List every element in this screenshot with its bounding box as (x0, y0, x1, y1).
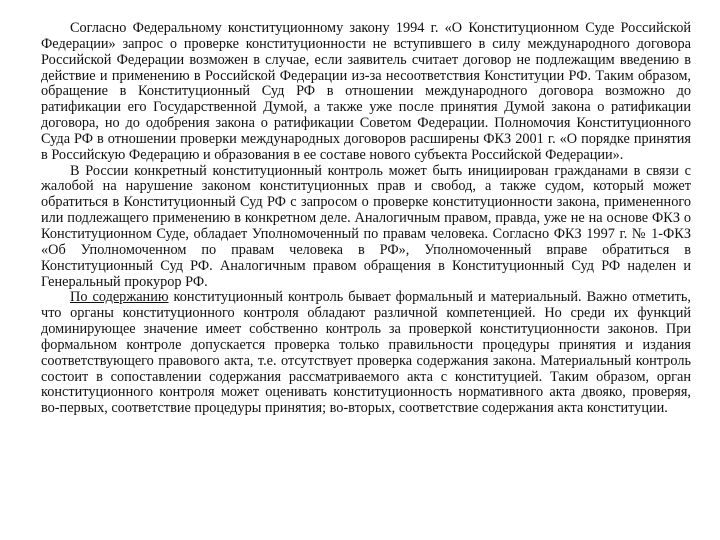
paragraph-concrete-control: В России конкретный конституционный контроль может быть инициирован гражданами в связи с жалобой на нарушение законом конституционных прав и свобод, а также судом, который может обратиться в Конституционный Суд РФ с запросом о проверке конституционности закона, примененного или подлежащего применению в конкретном деле. Аналогичным правом, правда, уже не на основе ФКЗ о Конституционном Суде, обладает Уполномоченный по правам человека. Согласно ФКЗ 1997 г. № 1-ФКЗ «Об Уполномоченном по правам человека в РФ», Уполномоченный вправе обратиться в Конституционный Суд РФ. Аналогичным правом обращения в Конституционный Суд РФ наделен и Генеральный прокурор РФ. (41, 162, 691, 290)
underlined-lead-phrase: По содержанию (70, 289, 169, 306)
paragraph-international-treaties: Согласно Федеральному конституционному закону 1994 г. «О Конституционном Суде Российской Федерации» запрос о проверке конституционности не вступившего в силу международного договора Российской Федерации возможен в случае, если заявитель считает договор не подлежащим введению в действие и применению в Российской Федерации из-за несоответствия Конституции РФ. Таким образом, обращение в Конституционный Суд РФ в отношении международного договора возможно до ратификации его Государственной Думой, а также уже после принятия Думой закона о ратификации договора, но до одобрения закона о ратификации Советом Федерации. Полномочия Конституционного Суда РФ в отношении проверки международных договоров расширены ФКЗ 2001 г. «О порядке принятия в Российскую Федерацию и образования в ее составе нового субъекта Российской Федерации». (41, 20, 691, 163)
paragraph-control-content (41, 290, 691, 417)
document-body (41, 21, 691, 417)
paragraph-control-content-text: конституционный контроль бывает формальный и материальный. Важно отметить, что органы конституционного контроля обладают различной компетенцией. Но среди их функций доминирующее значение имеет собственно контроль за проверкой конституционности законов. При формальном контроле допускается проверка только правильности процедуры принятия и издания соответствующего правового акта, т.е. отсутствует проверка содержания закона. Материальный контроль состоит в сопоставлении содержания рассматриваемого акта с конституцией. Таким образом, орган конституционного контроля может оценивать конституционность нормативного акта двояко, проверяя, во-первых, соответствие процедуры принятия; во-вторых, соответствие содержания акта конституции. (41, 289, 691, 417)
